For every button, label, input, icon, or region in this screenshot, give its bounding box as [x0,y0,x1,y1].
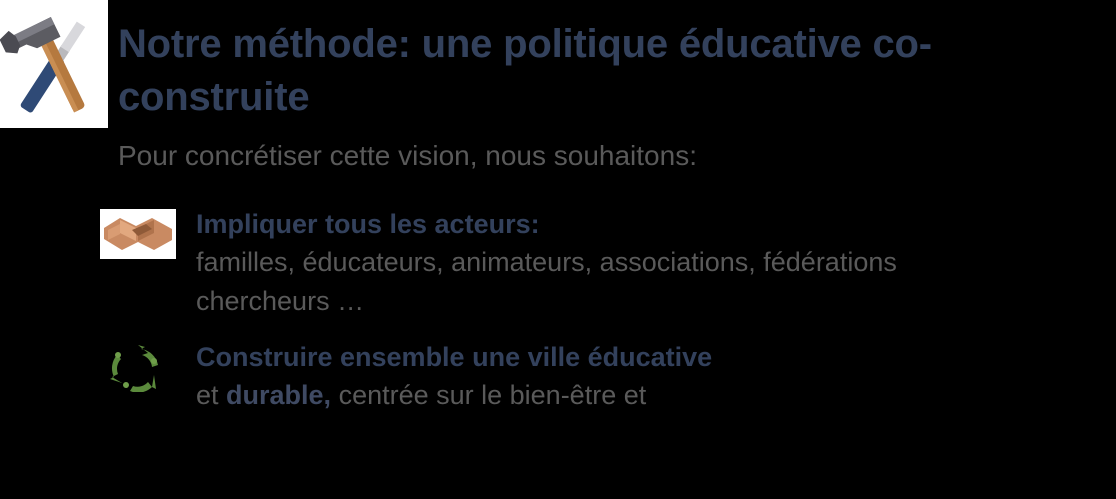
bullet-body [196,338,1110,415]
bullet-heading: Impliquer tous les acteurs: [196,209,540,239]
page-subtitle: Pour concrétiser cette vision, nous souhaitons: [118,140,697,171]
recycling-arrows-icon [100,342,176,392]
bullet-list [100,205,1110,421]
bullet-body [196,205,1110,320]
handshake-icon [100,209,176,259]
bullet-line-strong: durable, [226,380,332,411]
bullet-heading: Construire ensemble une ville éducative [196,341,713,372]
bullet-line-2: chercheurs … [196,285,365,316]
bullet-line-prefix: et [196,380,227,411]
bullet-line-suffix: centrée sur le bien-être et [331,380,647,411]
list-item [100,338,1110,415]
list-item [100,205,1110,320]
bullet-line-1: familles, éducateurs, animateurs, associations, fédérations [196,247,897,278]
hammer-and-screwdriver-icon [0,0,108,128]
page-title: Notre méthode: une politique éducative co-construite [118,22,932,119]
bullet-line-1 [196,376,1110,414]
